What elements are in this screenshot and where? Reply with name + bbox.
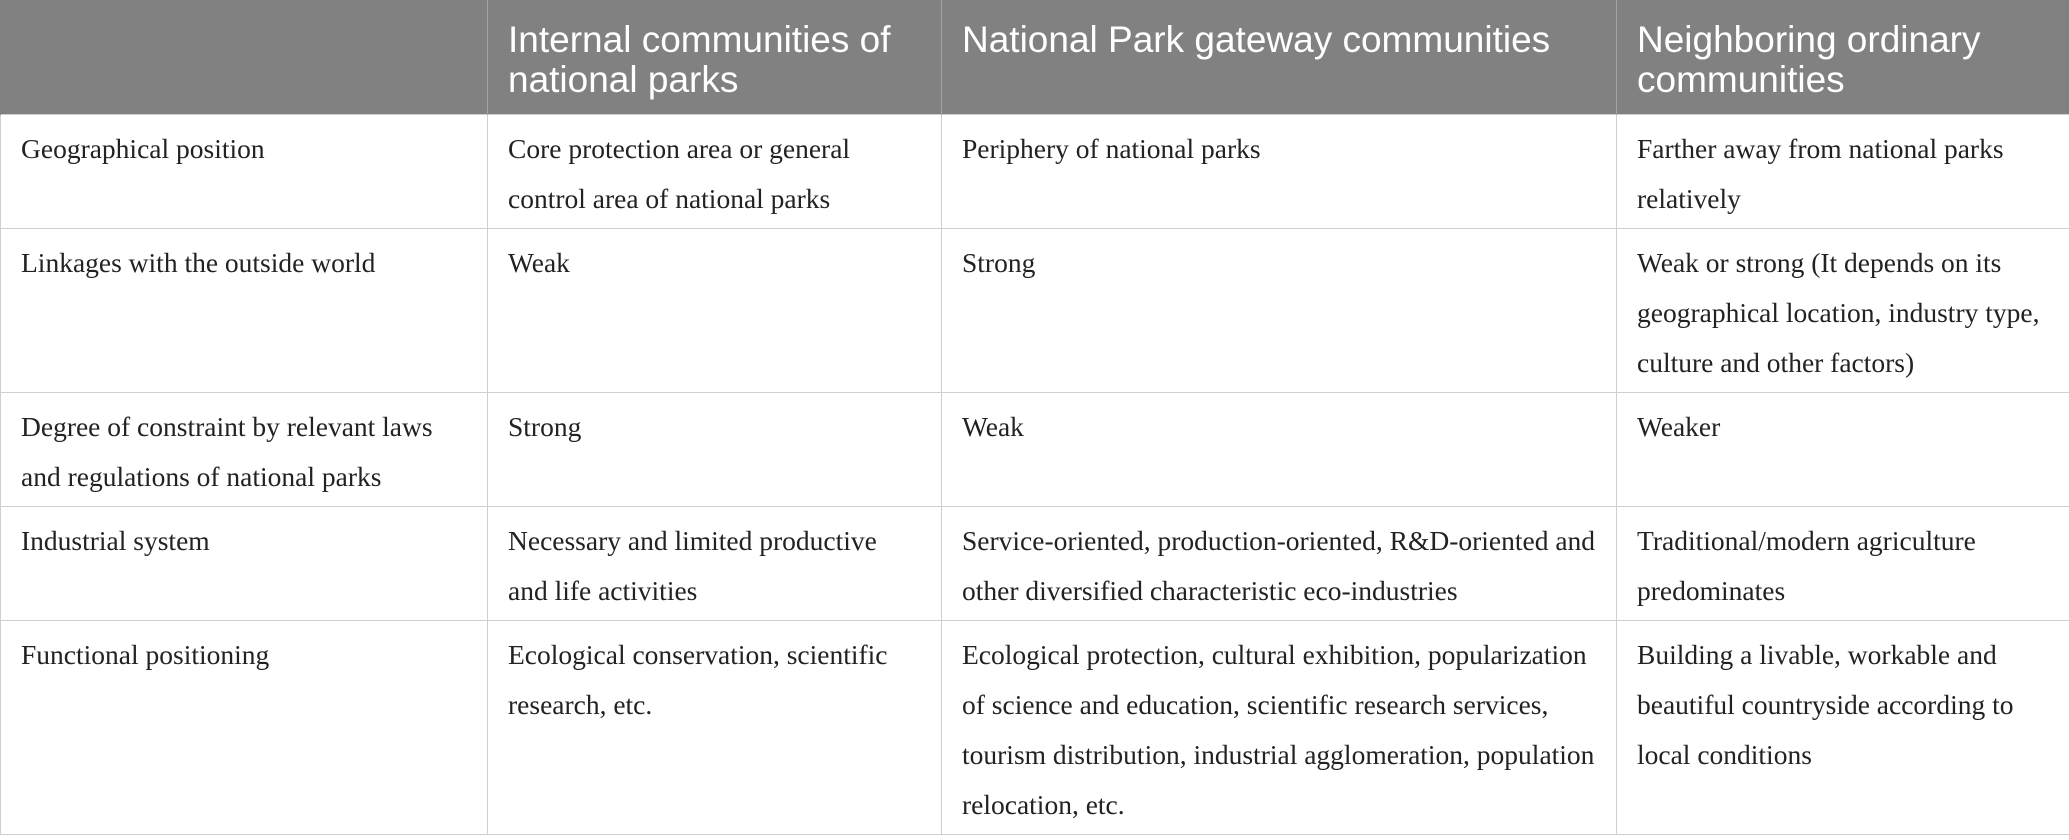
cell-gateway: Ecological protection, cultural exhibition, popularization of science and education, scientific research services, tourism distribution, industrial agglomeration, population relocation, etc. <box>942 620 1617 834</box>
header-cell-empty <box>1 0 488 114</box>
cell-ordinary: Weaker <box>1617 392 2069 506</box>
cell-internal: Weak <box>488 228 942 392</box>
cell-gateway: Weak <box>942 392 1617 506</box>
table-row <box>1 114 2069 228</box>
header-cell-gateway: National Park gateway communities <box>942 0 1617 114</box>
table-header <box>1 0 2069 114</box>
header-cell-internal: Internal communities of national parks <box>488 0 942 114</box>
row-label: Functional positioning <box>1 620 488 834</box>
table-row <box>1 620 2069 834</box>
cell-gateway: Service-oriented, production-oriented, R&D-oriented and other diversified characteristic eco-industries <box>942 506 1617 620</box>
row-label: Geographical position <box>1 114 488 228</box>
cell-ordinary: Farther away from national parks relatively <box>1617 114 2069 228</box>
cell-internal: Necessary and limited productive and life activities <box>488 506 942 620</box>
table-row <box>1 228 2069 392</box>
cell-internal: Strong <box>488 392 942 506</box>
cell-ordinary: Weak or strong (It depends on its geographical location, industry type, culture and other factors) <box>1617 228 2069 392</box>
cell-gateway: Strong <box>942 228 1617 392</box>
cell-ordinary: Traditional/modern agriculture predominates <box>1617 506 2069 620</box>
row-label: Industrial system <box>1 506 488 620</box>
row-label: Linkages with the outside world <box>1 228 488 392</box>
cell-ordinary: Building a livable, workable and beautiful countryside according to local conditions <box>1617 620 2069 834</box>
table-row <box>1 392 2069 506</box>
row-label: Degree of constraint by relevant laws and regulations of national parks <box>1 392 488 506</box>
header-cell-ordinary: Neighboring ordinary communities <box>1617 0 2069 114</box>
cell-gateway: Periphery of national parks <box>942 114 1617 228</box>
table-row <box>1 506 2069 620</box>
table-body <box>1 114 2069 834</box>
cell-internal: Ecological conservation, scientific research, etc. <box>488 620 942 834</box>
cell-internal: Core protection area or general control area of national parks <box>488 114 942 228</box>
header-row <box>1 0 2069 114</box>
